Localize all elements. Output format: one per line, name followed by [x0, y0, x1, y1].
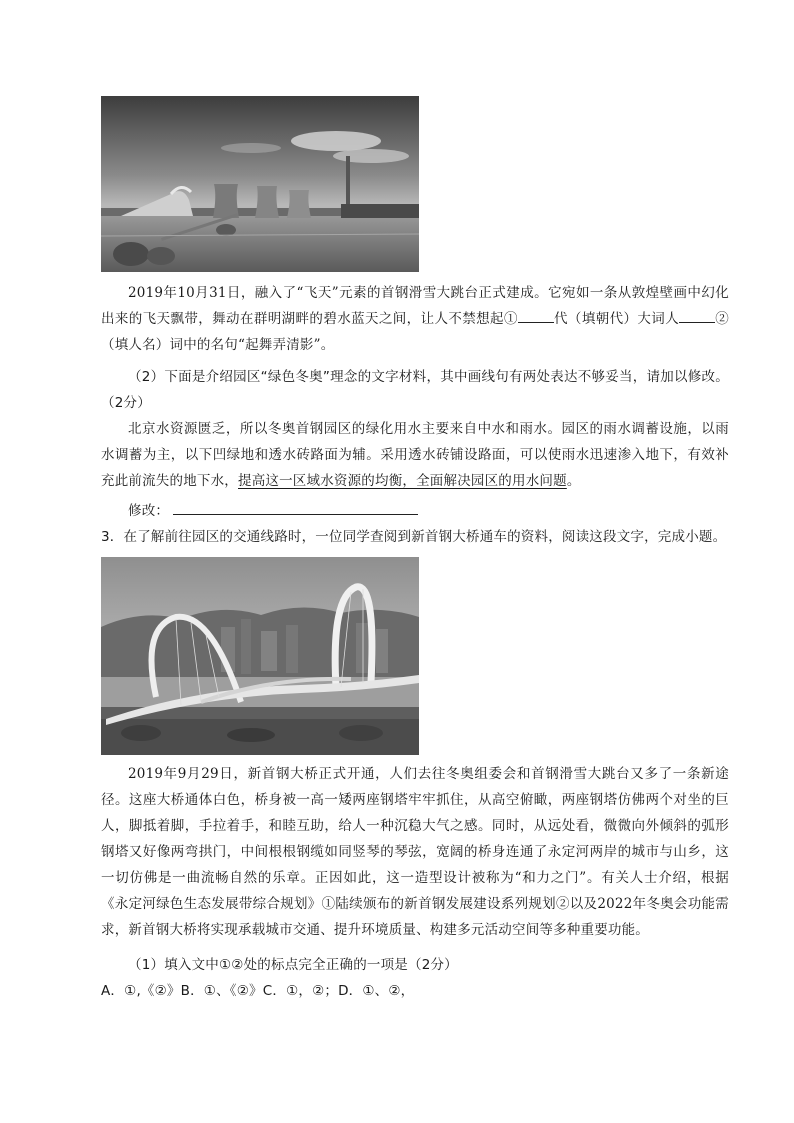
paragraph-bridge: 2019年9月29日，新首钢大桥正式开通，人们去往冬奥组委会和首钢滑雪大跳台又多了一条新途径。这座大桥通体白色，桥身被一高一矮两座钢塔牢牢抓住，从高空俯瞰，两座钢塔仿佛两个对坐的巨人，脚抵着脚，手拉着手，和睦互助，给人一种沉稳大气之感。同时，从远处看，微微向外倾斜的弧形钢塔又好像两弯拱门，中间根根钢缆如同竖琴的琴弦，宽阔的桥身连通了永定河两岸的城市与山乡，这一切仿佛是一曲流畅自然的乐章。正因如此，这一造型设计被称为“和力之门”。有关人士介绍，根据《永定河绿色生态发展带综合规划》①陆续颁布的新首钢发展建设系列规划②以及2022年冬奥会功能需求，新首钢大桥将实现承载城市交通、提升环境质量、构建多元活动空间等多种重要功能。: [101, 766, 729, 938]
underlined-sentence: 提高这一区域水资源的均衡，全面解决园区的用水问题: [238, 473, 567, 489]
revise-line: [101, 498, 729, 524]
paragraph-ski-jump: [101, 280, 729, 358]
answer-options: A．①,《②》B．①、《②》C．①，②；D．①、②，: [101, 983, 415, 999]
revise-label: 修改：: [128, 503, 170, 519]
answer-blank-2[interactable]: [679, 308, 715, 323]
ski-jump-text-a: 2019年10月31日，融入了“飞天”元素的首钢滑雪大跳台正式建成。它宛如一条从敦煌壁画中幻化出来的飞天飘带，舞动在群明湖畔的碧水蓝天之间，让人不禁想起①: [101, 285, 729, 327]
question-2: （2）下面是介绍园区“绿色冬奥”理念的文字材料，其中画线句有两处表达不够妥当，请加以修改。（2分）: [101, 369, 729, 411]
ski-jump-platform-photo-icon: [101, 96, 419, 272]
water-text: 北京水资源匮乏，所以冬奥首钢园区的绿化用水主要来自中水和雨水。园区的雨水调蓄设施，以雨水调蓄为主，以下凹绿地和透水砖路面为辅。采用透水砖铺设路面，可以使雨水迅速渗入地下，有效补充此前流失的地下水，: [101, 421, 729, 489]
ski-jump-text-b: 代（填朝代）大词人: [553, 311, 680, 327]
ski-jump-photo: [101, 96, 419, 272]
water-text-end: 。: [566, 473, 581, 489]
paragraph-water: [101, 416, 729, 494]
revise-answer-line[interactable]: [173, 499, 418, 515]
bridge-photo: [101, 557, 419, 755]
answer-blank-1[interactable]: [518, 308, 554, 323]
question-3-1: （1）填入文中①②处的标点完全正确的一项是（2分）: [128, 957, 458, 973]
ski-jump-text-c: ②（填人名）词中的名句“起舞弄清影”。: [101, 311, 729, 353]
question-3: 3．在了解前往园区的交通线路时，一位同学查阅到新首钢大桥通车的资料，阅读这段文字，完成小题。: [101, 529, 727, 545]
shougang-bridge-photo-icon: [101, 557, 419, 755]
